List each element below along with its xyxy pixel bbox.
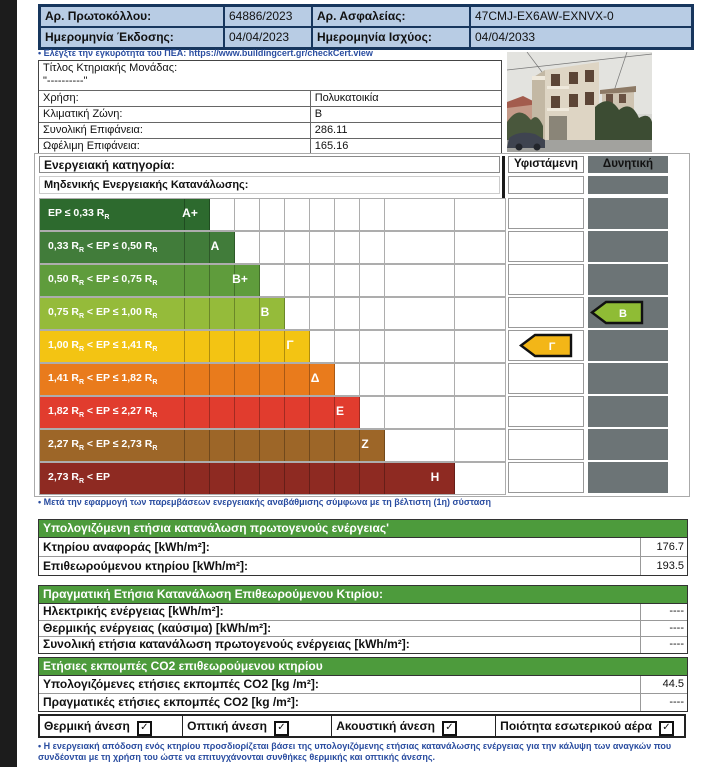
scale-cell — [360, 331, 385, 362]
protocol-row-0-value1: 64886/2023 — [224, 6, 312, 27]
scale-cell — [285, 232, 310, 263]
scale-cell — [335, 232, 360, 263]
verify-note: • Ελέγξτε την εγκυρότητα του ΠΕΑ: https://www.buildingcert.gr/checkCert.view — [38, 48, 373, 58]
scale-range-label: EP ≤ 0,33 $R_R$ — [48, 207, 110, 222]
scale-cell — [185, 298, 210, 329]
scale-potential-cell — [588, 363, 668, 394]
scale-cell — [235, 331, 260, 362]
section-row-value: 176.7 — [656, 541, 684, 553]
protocol-row-1-label1: Ημερομηνία Έκδοσης: — [40, 27, 224, 48]
scale-cell — [235, 199, 260, 230]
scale-cell — [210, 331, 235, 362]
scale-range-label: 0,75 $R_R$ < EP ≤ 1,00 $R_R$ — [48, 306, 158, 321]
section-row-label: Συνολική ετήσια κατανάλωση πρωτογενούς ενέργειας [kWh/m²]: — [39, 637, 641, 653]
protocol-row-0-label1: Αρ. Πρωτοκόλλου: — [40, 6, 224, 27]
scale-existing-cell — [508, 297, 584, 328]
building-title-value: "----------" — [43, 75, 88, 87]
scale-cell — [310, 298, 335, 329]
scale-cell — [335, 199, 360, 230]
scale-grade-letter: H — [430, 470, 440, 484]
building-info-row — [39, 91, 501, 107]
comfort-item-label: Ποιότητα εσωτερικού αέρα — [500, 719, 652, 733]
scale-cell — [235, 397, 260, 428]
building-info-table — [38, 60, 502, 155]
scale-potential-cell — [588, 429, 668, 460]
building-info-value: Πολυκατοικία — [314, 92, 379, 104]
section-row-value: ---- — [669, 605, 684, 617]
building-photo — [507, 52, 652, 152]
scale-potential-cell — [588, 198, 668, 229]
scale-cell — [335, 463, 360, 494]
scale-cell — [185, 397, 210, 428]
scale-cell — [360, 232, 385, 263]
checkbox-icon: ✓ — [274, 721, 289, 736]
co2-emissions-section — [38, 657, 688, 712]
scale-cell — [210, 298, 235, 329]
scale-cell — [210, 430, 235, 461]
checkbox-icon: ✓ — [137, 721, 152, 736]
scale-cell — [310, 199, 335, 230]
building-title-cell — [39, 61, 501, 91]
scale-range-label: 0,50 $R_R$ < EP ≤ 0,75 $R_R$ — [48, 273, 158, 288]
section-title: Ετήσιες εκπομπές CO2 επιθεωρούμενου κτηρίου — [39, 658, 687, 676]
scale-cell — [385, 199, 455, 230]
scale-grade-letter: Δ — [310, 371, 320, 385]
scan-edge-strip — [0, 0, 17, 767]
scale-cell — [185, 430, 210, 461]
scale-cell — [210, 364, 235, 395]
scale-existing-cell — [508, 264, 584, 295]
scale-potential-cell — [588, 462, 668, 493]
scale-cell — [360, 265, 385, 296]
scale-cell — [210, 199, 235, 230]
section-row — [39, 604, 687, 621]
scale-cell — [360, 298, 385, 329]
scale-cell — [185, 265, 210, 296]
zero-energy-label: Μηδενικής Ενεργειακής Κατανάλωσης: — [39, 176, 500, 194]
checkbox-icon: ✓ — [442, 721, 457, 736]
building-info-label: Κλιματική Ζώνη: — [39, 107, 311, 122]
scale-cell — [260, 199, 285, 230]
building-info-rows — [39, 91, 501, 154]
grade-arrow-icon — [519, 333, 573, 358]
energy-category-title: Ενεργειακή κατηγορία: — [39, 156, 500, 173]
scale-grade-letter: B+ — [232, 272, 248, 286]
section-row-value: 193.5 — [656, 560, 684, 572]
final-note: • Η ενεργειακή απόδοση ενός κτηρίου προσδιορίζεται βάσει της υπολογιζόμενης ετήσιας κατανάλωσης ενέργειας για την κάλυψη των αναγκών που συνδέονται με τη χρήση του ώστε να επιτυγχάνονται συνθήκες θερμικής και οπτικής άνεσης. — [38, 741, 672, 762]
scale-cell — [260, 397, 285, 428]
scale-range-label: 2,27 $R_R$ < EP ≤ 2,73 $R_R$ — [48, 438, 158, 453]
scale-cell — [385, 364, 455, 395]
scale-cell — [185, 331, 210, 362]
building-title-label: Τίτλος Κτηριακής Μονάδας: — [43, 62, 178, 74]
protocol-row-1-value2: 04/04/2033 — [470, 27, 692, 48]
scale-cell — [185, 364, 210, 395]
scale-cell — [310, 232, 335, 263]
section-row-value: ---- — [669, 621, 684, 634]
building-info-row — [39, 123, 501, 139]
scale-cell — [385, 331, 455, 362]
actual-consumption-section — [38, 585, 688, 654]
section-row-label: Πραγματικές ετήσιες εκπομπές CO2 [kg /m²]: — [39, 694, 641, 711]
scale-cell — [455, 463, 505, 494]
scale-cell — [335, 331, 360, 362]
section-row — [39, 621, 687, 638]
scale-cell — [210, 397, 235, 428]
building-info-row — [39, 139, 501, 154]
scale-cell — [285, 199, 310, 230]
scale-cell — [455, 430, 505, 461]
scale-cell — [335, 265, 360, 296]
section-row — [39, 694, 687, 711]
scale-cell — [335, 364, 360, 395]
building-info-label: Ωφέλιμη Επιφάνεια: — [39, 139, 311, 154]
scale-cell — [455, 397, 505, 428]
scale-potential-cell — [588, 231, 668, 262]
scale-cell — [455, 331, 505, 362]
scale-range-label: 2,73 $R_R$ < EP — [48, 471, 110, 486]
scale-cell — [360, 397, 385, 428]
scale-grade-letter: B — [260, 305, 270, 319]
comfort-table — [38, 714, 686, 738]
scale-cell — [360, 463, 385, 494]
checkbox-icon: ✓ — [659, 721, 674, 736]
scale-grade-letter: Z — [361, 437, 369, 451]
scale-cell — [260, 463, 285, 494]
section-row — [39, 538, 687, 557]
svg-text:B: B — [619, 308, 627, 320]
comfort-item-label: Οπτική άνεση — [187, 719, 267, 733]
scale-existing-cell — [508, 198, 584, 229]
calculated-consumption-section — [38, 519, 688, 576]
building-info-row — [39, 107, 501, 123]
scale-cell — [385, 232, 455, 263]
scale-cell — [335, 298, 360, 329]
protocol-row-1-label2: Ημερομηνία Ισχύος: — [312, 27, 470, 48]
scale-cell — [360, 364, 385, 395]
section-row-label: Ηλεκτρικής ενέργειας [kWh/m²]: — [39, 604, 641, 620]
building-info-value: 165.16 — [314, 140, 349, 152]
building-info-label: Συνολική Επιφάνεια: — [39, 123, 311, 138]
comfort-item-label: Ακουστική άνεση — [336, 719, 435, 733]
scale-cell — [285, 430, 310, 461]
scale-range-label: 0,33 $R_R$ < EP ≤ 0,50 $R_R$ — [48, 240, 158, 255]
scale-cell — [285, 298, 310, 329]
scale-cell — [260, 232, 285, 263]
protocol-row-0-label2: Αρ. Ασφαλείας: — [312, 6, 470, 27]
scale-cell — [210, 463, 235, 494]
scale-cell — [235, 364, 260, 395]
scale-grade-letter: A+ — [182, 206, 198, 220]
comfort-item — [332, 716, 496, 736]
scale-existing-cell — [508, 231, 584, 262]
potential-column-header: Δυνητική — [588, 156, 668, 173]
scale-cell — [285, 463, 310, 494]
scale-cell — [260, 430, 285, 461]
scale-cell — [455, 298, 505, 329]
scale-cell — [260, 265, 285, 296]
scale-potential-cell — [588, 264, 668, 295]
section-title: Πραγματική Ετήσια Κατανάλωση Επιθεωρούμενου Κτιρίου: — [39, 586, 687, 604]
scale-cell — [455, 364, 505, 395]
existing-column-header: Υφιστάμενη — [508, 156, 584, 173]
header-table — [38, 4, 694, 50]
protocol-row-0-value2: 47CMJ-EX6AW-EXNVX-0 — [470, 6, 692, 27]
section-row-label: Υπολογιζόμενες ετήσιες εκπομπές CO2 [kg /m²]: — [39, 676, 641, 693]
scale-cell — [185, 463, 210, 494]
scale-existing-cell — [508, 429, 584, 460]
section-row-value: 44.5 — [662, 678, 684, 690]
scale-cell — [455, 265, 505, 296]
scale-grade-letter: E — [335, 404, 344, 418]
scale-existing-cell — [508, 330, 584, 361]
scale-cell — [385, 265, 455, 296]
comfort-item — [183, 716, 332, 736]
energy-category-section — [34, 153, 690, 497]
section-row-value: ---- — [669, 696, 684, 708]
section-row — [39, 557, 687, 575]
section-row — [39, 676, 687, 694]
building-info-label: Χρήση: — [39, 91, 311, 106]
protocol-row-1-value1: 04/04/2023 — [224, 27, 312, 48]
scale-cell — [285, 265, 310, 296]
building-info-value: 286.11 — [314, 124, 348, 136]
scale-grade-letter: Γ — [286, 338, 294, 352]
scale-potential-cell — [588, 330, 668, 361]
scale-cell — [360, 199, 385, 230]
scale-cell — [385, 397, 455, 428]
scale-cell — [455, 232, 505, 263]
scale-cell — [310, 265, 335, 296]
scale-existing-cell — [508, 396, 584, 427]
scale-cell — [235, 463, 260, 494]
section-row-value: ---- — [669, 638, 684, 650]
section-row-label: Κτηρίου αναφοράς [kWh/m²]: — [39, 538, 641, 556]
scale-cell — [235, 232, 260, 263]
scale-cell — [285, 397, 310, 428]
scale-potential-cell — [588, 396, 668, 427]
zero-energy-potential-cell — [588, 176, 668, 194]
scale-range-label: 1,00 $R_R$ < EP ≤ 1,41 $R_R$ — [48, 339, 158, 354]
scale-cell — [385, 430, 455, 461]
comfort-item — [496, 716, 684, 736]
scale-cell — [310, 463, 335, 494]
scale-existing-cell — [508, 462, 584, 493]
grade-arrow-icon — [590, 300, 644, 325]
scale-potential-cell — [588, 297, 668, 328]
section-row — [39, 637, 687, 653]
scale-cell — [385, 298, 455, 329]
section-row-label: Θερμικής ενέργειας (καύσιμα) [kWh/m²]: — [39, 621, 641, 637]
scale-cell — [260, 364, 285, 395]
comfort-item — [40, 716, 183, 736]
scale-range-label: 1,41 $R_R$ < EP ≤ 1,82 $R_R$ — [48, 372, 158, 387]
scale-footnote: • Μετά την εφαρμογή των παρεμβάσεων ενεργειακής αναβάθμισης σύμφωνα με τη βέλτιστη (1η) σύσταση — [38, 497, 491, 507]
scale-existing-cell — [508, 363, 584, 394]
scale-cell — [310, 430, 335, 461]
scale-grade-letter: A — [210, 239, 220, 253]
building-info-value: B — [314, 108, 323, 120]
scale-range-label: 1,82 $R_R$ < EP ≤ 2,27 $R_R$ — [48, 405, 158, 420]
scale-cell — [310, 331, 335, 362]
scale-cell — [455, 199, 505, 230]
section-title: Υπολογιζόμενη ετήσια κατανάλωση πρωτογενούς ενέργειας' — [39, 520, 687, 538]
comfort-item-label: Θερμική άνεση — [44, 719, 130, 733]
section-row-label: Επιθεωρούμενου κτηρίου [kWh/m²]: — [39, 557, 641, 575]
zero-energy-existing-cell — [508, 176, 584, 194]
scale-cell — [235, 430, 260, 461]
svg-text:Γ: Γ — [548, 341, 556, 353]
